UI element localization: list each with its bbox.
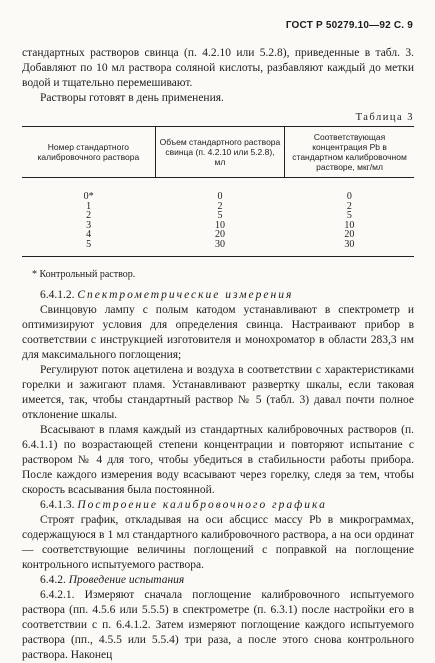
section-heading-6412: [22, 288, 414, 303]
section-number: 6.4.2.: [40, 573, 66, 586]
table-cell: 2: [86, 210, 92, 222]
table-header-concentration: Соответствующая концентрация Pb в стандартном калибровочном растворе, мкг/мл: [285, 127, 414, 178]
table-cell: 5: [346, 210, 352, 222]
table-cell: 5: [22, 240, 155, 256]
table-cell: 5: [217, 210, 223, 222]
table-row: [22, 240, 414, 256]
section-heading-642: [22, 573, 414, 588]
table-caption: Таблица 3: [355, 112, 414, 123]
section-title: Проведение испытания: [68, 573, 185, 586]
paragraph-lamp-setup: Свинцовую лампу с полым катодом устанавливают в спектрометр и оптимизируют условия для определения свинца. Настраивают прибор в соответствии с инструкцией изготовителя и монохроматор в области 283,3 нм для максимального поглощения;: [22, 303, 414, 361]
section-number: 6.4.1.2.: [40, 288, 75, 301]
table-cell: 2: [346, 200, 352, 212]
page-header: ГОСТ Р 50279.10—92 С. 9: [285, 20, 413, 31]
table-cell: 30: [285, 240, 414, 256]
table-cell: 20: [214, 229, 225, 241]
paragraph-continuation: стандартных растворов свинца (п. 4.2.10 или 5.2.8), приведенные в табл. 3. Добавляют по 10 мл раствора соляной кислоты, разбавляют каждый до метки водой и тщательно перемешивают.: [22, 47, 414, 89]
table-cell: 20: [344, 229, 355, 241]
document-body: [22, 46, 414, 663]
paragraph-same-day: Растворы готовят в день применения.: [40, 92, 224, 104]
paragraph-graph: Строят график, откладывая на оси абсцисс массу Pb в микрограммах, содержащуюся в 1 мл стандартного калибровочного раствора, а на оси ординат — соответствующие величины поглощений с поправкой на поглощение контрольного испытуемого раствора.: [22, 513, 414, 571]
table-cell: 2: [217, 200, 223, 212]
paragraph-test-procedure: 6.4.2.1. Измеряют сначала поглощение калибровочного испытуемого раствора (пп. 4.5.6 или 5.5.5) в спектрометре (п. 6.3.1) после настройки его в соответствии с п. 6.4.1.2. Затем измеряют поглощение каждого испытуемого раствора (пп., 4.5.5 или 5.5.4) три раза, а после этого снова контрольного раствора. Наконец: [22, 588, 414, 661]
table-header-volume: Объем стандартного раствора свинца (п. 4.2.10 или 5.2.8), мл: [155, 127, 284, 178]
table-cell: 10: [344, 219, 355, 231]
table-cell: 1: [86, 200, 92, 212]
table-cell: 4: [86, 229, 92, 241]
section-number: 6.4.1.3.: [40, 498, 75, 511]
calibration-table: [22, 126, 414, 257]
table-header-solution-number: Номер стандартного калибровочного раствора: [22, 127, 155, 178]
section-title: Спектрометрические измерения: [77, 288, 294, 301]
table-row: [22, 178, 414, 202]
table-cell: 0: [346, 191, 352, 202]
table-cell: 10: [214, 219, 225, 231]
section-title: Построение калибровочного графика: [77, 498, 327, 511]
table-cell: 0*: [83, 191, 94, 202]
table-cell: 30: [155, 240, 284, 256]
paragraph-flame: Регулируют поток ацетилена и воздуха в соответствии с характеристиками горелки и зажигают пламя. Устанавливают развертку шкалы, если таковая имеется, так, чтобы стандартный раствор № 5 (табл. 3) давал почти полное отклонение шкалы.: [22, 363, 414, 421]
table-cell: 0: [217, 191, 223, 202]
paragraph-aspiration: Всасывают в пламя каждый из стандартных калибровочных растворов (п. 6.4.1.1) по возрастающей степени концентрации и повторяют испытание с раствором № 4 для того, чтобы убедиться в стабильности работы прибора. После каждого измерения воду всасывают через горелку, следя за тем, чтобы скорость всасывания была постоянной.: [22, 423, 414, 496]
table-cell: 3: [86, 219, 92, 231]
section-heading-6413: [22, 498, 414, 513]
table-footnote: * Контрольный раствор.: [32, 268, 136, 280]
